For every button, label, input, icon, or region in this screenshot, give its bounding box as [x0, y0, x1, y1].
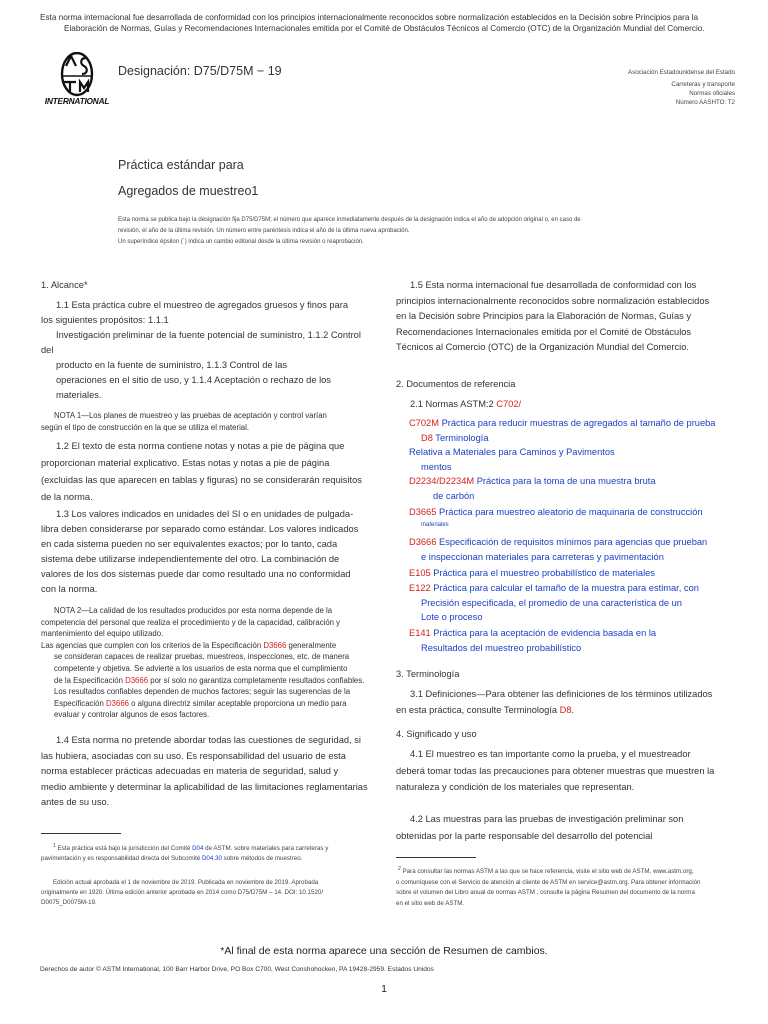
p13-line-f: con la norma. [41, 584, 98, 594]
designation: Designación: D75/D75M − 19 [118, 64, 282, 78]
p11-line-g: materiales. [56, 390, 102, 400]
note2-line-f: competente y objetiva. Se advierte a los usuarios de esta norma que el cumplimiento [54, 663, 348, 673]
assoc-line-1: Asociación Estadounidense del Estado [628, 69, 735, 76]
fn-line-b: o comuníquese con el Servicio de atención al cliente de ASTM en service@astm.org. Para obtener información [396, 878, 701, 886]
ref-d3666[interactable] [409, 535, 749, 564]
p11-line-a: 1.1 Esta práctica cubre el muestreo de agregados gruesos y finos para [56, 300, 348, 310]
ref-title[interactable]: Práctica para la aceptación de evidencia basada en la [430, 628, 657, 638]
note2-line-b: competencia del personal que realiza el procedimiento y de la capacidad, calibración y [41, 617, 341, 627]
p14-line-a: 1.4 Esta norma no pretende abordar todas las cuestiones de seguridad, si [56, 735, 361, 745]
p41-line-b: deberá tomar todas las precauciones para obtener muestras que muestren la [396, 765, 715, 776]
fn1-marker: 1 [53, 843, 56, 849]
designation-intro [118, 215, 658, 248]
p42-line-a: 4.2 Las muestras para las pruebas de investigación preliminar son [410, 814, 684, 824]
footnote-2 [396, 864, 746, 909]
link-d3666[interactable]: D3666 [106, 698, 129, 708]
referenced-documents-list [409, 416, 749, 474]
p42-line-b: obtenidas por la parte responsable del desarrollo del potencial [396, 830, 653, 841]
notice-line-2: Elaboración de Normas, Guías y Recomendaciones Internacionales emitida por el Comité de Obstáculos Técnicos al Comercio (OTC) de la Organización Mundial del Comercio. [64, 24, 705, 33]
ref-title[interactable]: Terminología [432, 432, 489, 443]
note2-i-post: o alguna directriz similar aceptable proporciona un medio para [129, 698, 347, 708]
p41-line-a: 4.1 El muestreo es tan importante como la prueba, y el muestreador [410, 749, 691, 759]
fn2-marker: 2 [398, 866, 401, 872]
astm-logo-subtext: INTERNATIONAL [44, 96, 110, 106]
note2-line-d [41, 640, 386, 652]
ref-title[interactable]: Práctica para reducir muestras de agregados al tamaño de prueba [438, 418, 716, 428]
note2-line-c: mantenimiento del equipo utilizado. [41, 629, 164, 639]
paragraph-1-2 [41, 438, 386, 506]
ref-code[interactable]: E122 [409, 583, 431, 593]
p13-line-d: sistema debe utilizarse independientemente del otro. La combinación de [41, 554, 340, 564]
document-title-line-1: Práctica estándar para [118, 158, 244, 172]
p41-line-c: naturaleza y condición de los materiales que representan. [396, 782, 635, 792]
fn-line-d: en el sitio web de ASTM. [396, 899, 465, 907]
p11-line-d: del [41, 345, 54, 355]
note2-i-pre: Especificación [54, 698, 107, 708]
link-d3666[interactable]: D3666 [125, 675, 149, 685]
assoc-line-4: Número AASHTO: T2 [675, 99, 735, 106]
paragraph-1-3 [41, 507, 386, 597]
assoc-line-2: Carreteras y transporte [671, 81, 735, 88]
p15-line-a: 1.5 Esta norma internacional fue desarrollada de conformidad con los [410, 280, 697, 290]
p14-line-c: norma establecer prácticas adecuadas en materia de seguridad, salud y [41, 766, 339, 776]
ref-d2234[interactable] [409, 474, 749, 503]
ref-code[interactable]: D8 [421, 432, 433, 443]
ref-c702m[interactable] [409, 416, 749, 431]
ref-title[interactable]: Especificación de requisitos mínimos para agencias que prueban [436, 537, 708, 547]
ref-title[interactable]: Práctica para calcular el tamaño de la muestra para estimar, con [430, 583, 699, 593]
note2-g-post: por sí solo no garantiza completamente resultados confiables. [148, 675, 365, 685]
fn1-b-pre: pavimentación y es responsabilidad directa del Subcomité [41, 855, 202, 863]
intro-line-1: Esta norma se publica bajo la designación fija D75/D75M; el número que aparece inmediatamente después de la designación indica el año de adopción original o, en caso de [118, 217, 581, 223]
ref-d8-continued-2[interactable]: mentos [421, 461, 452, 472]
p11-line-c: Investigación preliminar de la fuente potencial de suministro, 1.1.2 Control [56, 330, 361, 340]
note2-line-e: se consideran capaces de realizar pruebas, muestreos, inspecciones, etc. de manera [54, 652, 350, 662]
aashto-info [575, 68, 735, 107]
link-subcommittee-d04-30[interactable]: D04.30 [201, 855, 222, 863]
paragraph-1-5 [396, 278, 741, 356]
note2-line-i [41, 698, 386, 710]
p15-line-c: en la Decisión sobre Principios para la Elaboración de Normas, Guías y [396, 311, 692, 321]
note2-line-g [41, 675, 386, 687]
note2-g-pre: de la Especificación [54, 675, 126, 685]
section-4-heading: 4. Significado y uso [396, 729, 477, 739]
p21-pre: 2.1 Normas ASTM:2 [410, 399, 497, 409]
fn1-line-b [41, 854, 386, 864]
section-3-heading: 3. Terminología [396, 669, 460, 679]
fn-line-a [396, 864, 746, 878]
paragraph-1-4 [41, 733, 386, 811]
p15-line-d: Recomendaciones Internacionales emitida por el Comité de Obstáculos [396, 326, 692, 337]
p13-line-a: 1.3 Los valores indicados en unidades del SI o en unidades de pulgada- [56, 509, 354, 519]
ref-code[interactable]: E105 [409, 568, 431, 578]
ref-title-continued[interactable]: materiales [421, 521, 449, 528]
p15-line-b: principios internacionalmente reconocidos sobre normalización establecidos [396, 295, 710, 306]
footnote-divider [396, 857, 476, 858]
ref-code[interactable]: D3665 [409, 507, 437, 517]
link-committee-d04[interactable]: D04 [192, 845, 204, 853]
copyright-notice: Derechos de autor © ASTM International, 100 Barr Harbor Drive, PO Box C700, West Conshohocken, PA 19428-2959. Estados Unidos [40, 966, 434, 973]
link-d8[interactable]: D8 [559, 705, 572, 715]
p12-line-d: de la norma. [41, 492, 93, 502]
paragraph-2-1 [410, 397, 521, 412]
paragraph-4-1 [396, 746, 741, 796]
p15-line-e: Técnicos al Comercio (OTC) de la Organización Mundial del Comercio. [396, 342, 689, 352]
p13-line-c: en cada sistema pueden no ser equivalentes exactos; por lo tanto, cada [41, 539, 338, 549]
p13-line-b: libra deben considerarse por separado como estándar. Los valores indicados [41, 524, 359, 534]
p31-line-a: 3.1 Definiciones—Para obtener las definiciones de los términos utilizados [410, 689, 713, 699]
note2-line-j: evaluar y controlar algunos de esos factores. [54, 710, 210, 720]
footnote-edition [41, 878, 386, 908]
ref-d8[interactable] [409, 431, 749, 446]
p11-line-e: producto en la fuente de suministro, 1.1.3 Control de las [56, 360, 288, 370]
note2-d-post: generalmente [286, 640, 337, 650]
international-standard-notice [40, 12, 730, 34]
footnote-divider [41, 833, 121, 834]
fn2-line-a: Edición actual aprobada el 1 de noviembre de 2019. Publicada en noviembre de 2019. Aprobada [53, 879, 319, 886]
p12-line-b: proporcionan material explicativo. Estas notas y notas a pie de página [41, 458, 330, 468]
p12-line-a: 1.2 El texto de esta norma contiene notas y notas a pie de página que [56, 441, 345, 451]
paragraph-4-2 [396, 811, 741, 844]
paragraph-3-1 [396, 686, 741, 718]
fn2-line-c: D0075_D0075M-19. [41, 899, 97, 906]
section-2-heading: 2. Documentos de referencia [396, 379, 516, 389]
p12-line-c: (excluidas las que aparecen en tablas y figuras) no se considerarán requisitos [41, 475, 362, 485]
page-number: 1 [381, 983, 387, 995]
note2-line-h: Los resultados confiables dependen de muchos factores; seguir las sugerencias de la [54, 687, 351, 697]
ref-title-continued[interactable]: e inspeccionan materiales para carreteras y pavimentación [421, 551, 664, 562]
ref-title-continued[interactable]: de carbón [433, 490, 475, 501]
note2-line-a: NOTA 2—La calidad de los resultados producidos por esta norma depende de la [54, 606, 333, 615]
note-1 [41, 410, 386, 433]
ref-code[interactable]: D3666 [409, 537, 437, 547]
p13-line-e: valores de los dos sistemas puede dar como resultado una no conformidad [41, 569, 351, 579]
paragraph-1-1 [41, 298, 386, 403]
footnote-1 [41, 841, 386, 864]
p31-b-pre: en esta práctica, consulte Terminología [396, 705, 560, 715]
document-title-line-2: Agregados de muestreo1 [118, 184, 259, 198]
link-d3666[interactable]: D3666 [263, 640, 287, 650]
p14-line-e: antes de su uso. [41, 797, 110, 807]
astm-logo [42, 52, 112, 108]
intro-line-2: revisión, el año de la última revisión. Un número entre paréntesis indica el año de la última nueva aprobación. [118, 228, 410, 234]
ref-e141[interactable] [409, 626, 749, 656]
fn1-a-pre: Esta práctica está bajo la jurisdicción del Comité [57, 845, 193, 853]
ref-title[interactable]: Práctica para la toma de una muestra bruta [474, 476, 656, 486]
ref-title-continued[interactable]: Resultados del muestreo probabilístico [421, 643, 582, 653]
ref-code[interactable]: D2234/D2234M [409, 476, 475, 486]
notice-line-1: Esta norma internacional fue desarrollada de conformidad con los principios internacionalmente reconocidos sobre normalización establecidos en la Decisión sobre Principios para la [40, 13, 699, 22]
assoc-line-3: Normas oficiales [689, 90, 735, 97]
p11-line-f: operaciones en el sitio de uso, y 1.1.4 Aceptación o rechazo de los [56, 375, 331, 385]
ref-d3665[interactable] [409, 505, 749, 530]
note1-line-a: NOTA 1—Los planes de muestreo y las pruebas de aceptación y control varían [54, 411, 327, 420]
p31-b-post: . [571, 705, 575, 715]
p11-line-b: los siguientes propósitos: 1.1.1 [41, 315, 169, 325]
p14-line-b: las hubiera, asociadas con su uso. Es responsabilidad del usuario de esta [41, 750, 346, 761]
ref-e105[interactable] [409, 566, 749, 581]
ref-code[interactable]: C702M [409, 418, 439, 428]
link-c702[interactable]: C702/ [496, 399, 522, 409]
ref-code[interactable]: E141 [409, 628, 431, 638]
fn1-b-post: sobre métodos de muestreo. [221, 855, 303, 863]
p14-line-d: medio ambiente y determinar la aplicabilidad de las limitaciones reglamentarias [41, 781, 368, 792]
intro-line-3: Un superíndice épsilon (´) indica un cambio editorial desde la última revisión o reaprobación. [118, 239, 364, 245]
note1-line-b: según el tipo de construcción en la que se utiliza el material. [41, 422, 250, 432]
fn-line-c: sobre el volumen del Libro anual de normas ASTM , consulte la página Resumen del documento de la norma [396, 889, 695, 897]
p31-line-b [396, 702, 741, 718]
ref-d8-continued[interactable]: Relativa a Materiales para Caminos y Pavimentos [409, 447, 615, 457]
ref-title[interactable]: Práctica para el muestreo probabilístico de materiales [430, 568, 655, 578]
note2-d-pre: Las agencias que cumplen con los criterios de la Especificación [41, 640, 264, 650]
fn-a-text: Para consultar las normas ASTM a las que se hace referencia, visite el sitio web de ASTM, www.astm.org, [402, 868, 694, 876]
note-2 [41, 605, 386, 721]
ref-title[interactable]: Práctica para muestreo aleatorio de maquinaria de construcción [436, 507, 703, 517]
fn2-line-b: originalmente en 1920. Última edición anterior aprobada en 2014 como D75/D75M – 14. DOI: 10.1520/ [41, 889, 324, 896]
ref-e122[interactable] [409, 581, 749, 625]
section-1-heading: 1. Alcance* [41, 280, 88, 290]
ref-title-continued[interactable]: Precisión especificada, el promedio de una característica de un [421, 597, 682, 608]
fn1-line-a [41, 841, 386, 854]
fn1-a-post: de ASTM. sobre materiales para carreteras y [203, 845, 329, 853]
ref-title-continued-2[interactable]: Lote o proceso [421, 612, 483, 622]
summary-of-changes-notice: *Al final de esta norma aparece una sección de Resumen de cambios. [220, 945, 548, 957]
